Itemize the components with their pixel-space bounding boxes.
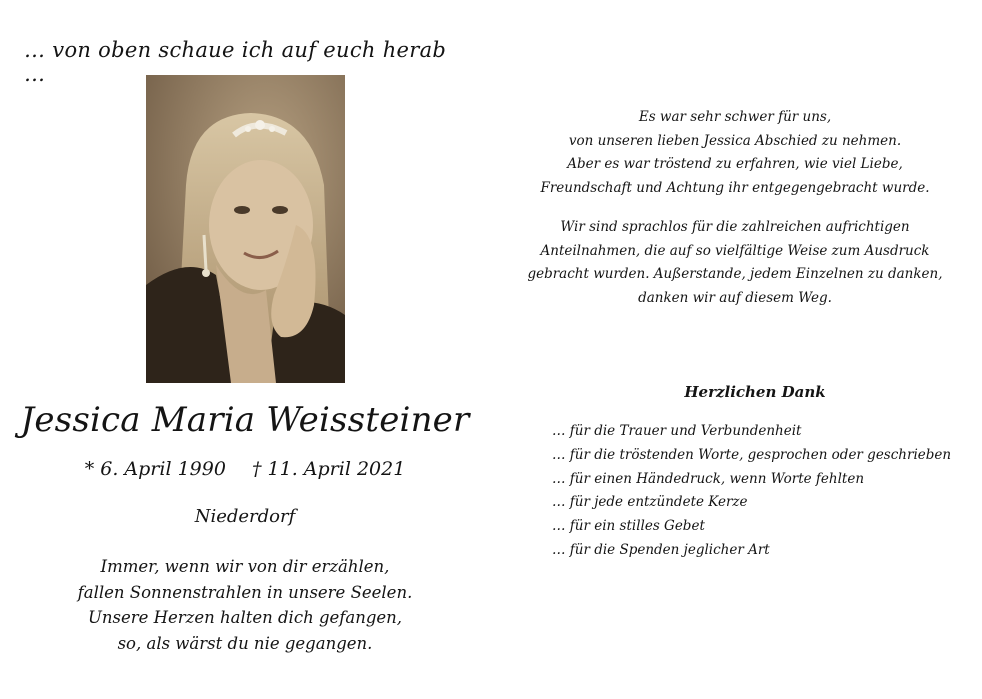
poem-line: Immer, wenn wir von dir erzählen, <box>100 557 390 576</box>
portrait-photo <box>146 75 345 383</box>
life-dates <box>0 458 490 480</box>
thanks-list <box>552 420 951 563</box>
portrait-illustration <box>146 75 345 383</box>
message-line: danken wir auf diesem Weg. <box>638 289 832 306</box>
thanks-item: … für ein stilles Gebet <box>552 518 705 535</box>
message-line: Es war sehr schwer für uns, <box>638 109 832 125</box>
poem-line: fallen Sonnenstrahlen in unsere Seelen. <box>77 582 413 602</box>
death-date: † 11. April 2021 <box>251 458 406 480</box>
birth-date: * 6. April 1990 <box>84 458 226 480</box>
message-line: Anteilnahmen, die auf so vielfältige Weise zum Ausdruck <box>540 242 930 259</box>
thanks-item: … für die Trauer und Verbundenheit <box>552 423 802 439</box>
message-line: Freundschaft und Achtung ihr entgegengebracht wurde. <box>540 179 930 196</box>
thanks-item: … für die tröstenden Worte, gesprochen oder geschrieben <box>552 446 952 463</box>
motto-line: … von oben schaue ich auf euch herab … <box>24 38 447 86</box>
hometown: Niederdorf <box>194 506 296 527</box>
message-paragraph-1 <box>500 106 970 200</box>
thanks-item: … für einen Händedruck, wenn Worte fehlten <box>552 470 865 487</box>
message-line: gebracht wurden. Außerstande, jedem Einzelnen zu danken, <box>527 266 943 282</box>
message-line: Wir sind sprachlos für die zahlreichen aufrichtigen <box>560 219 910 235</box>
thanks-title: Herzlichen Dank <box>684 383 826 401</box>
poem-line: so, als wärst du nie gegangen. <box>117 633 373 653</box>
thanks-item: … für die Spenden jeglicher Art <box>552 541 770 558</box>
message-line: von unseren lieben Jessica Abschied zu nehmen. <box>568 132 902 149</box>
deceased-name: Jessica Maria Weissteiner <box>20 400 470 440</box>
message-paragraph-2 <box>500 216 970 310</box>
message-line: Aber es war tröstend zu erfahren, wie viel Liebe, <box>567 156 903 172</box>
memorial-poem <box>0 554 490 656</box>
poem-line: Unsere Herzen halten dich gefangen, <box>87 608 403 627</box>
thanks-item: … für jede entzündete Kerze <box>552 494 748 511</box>
